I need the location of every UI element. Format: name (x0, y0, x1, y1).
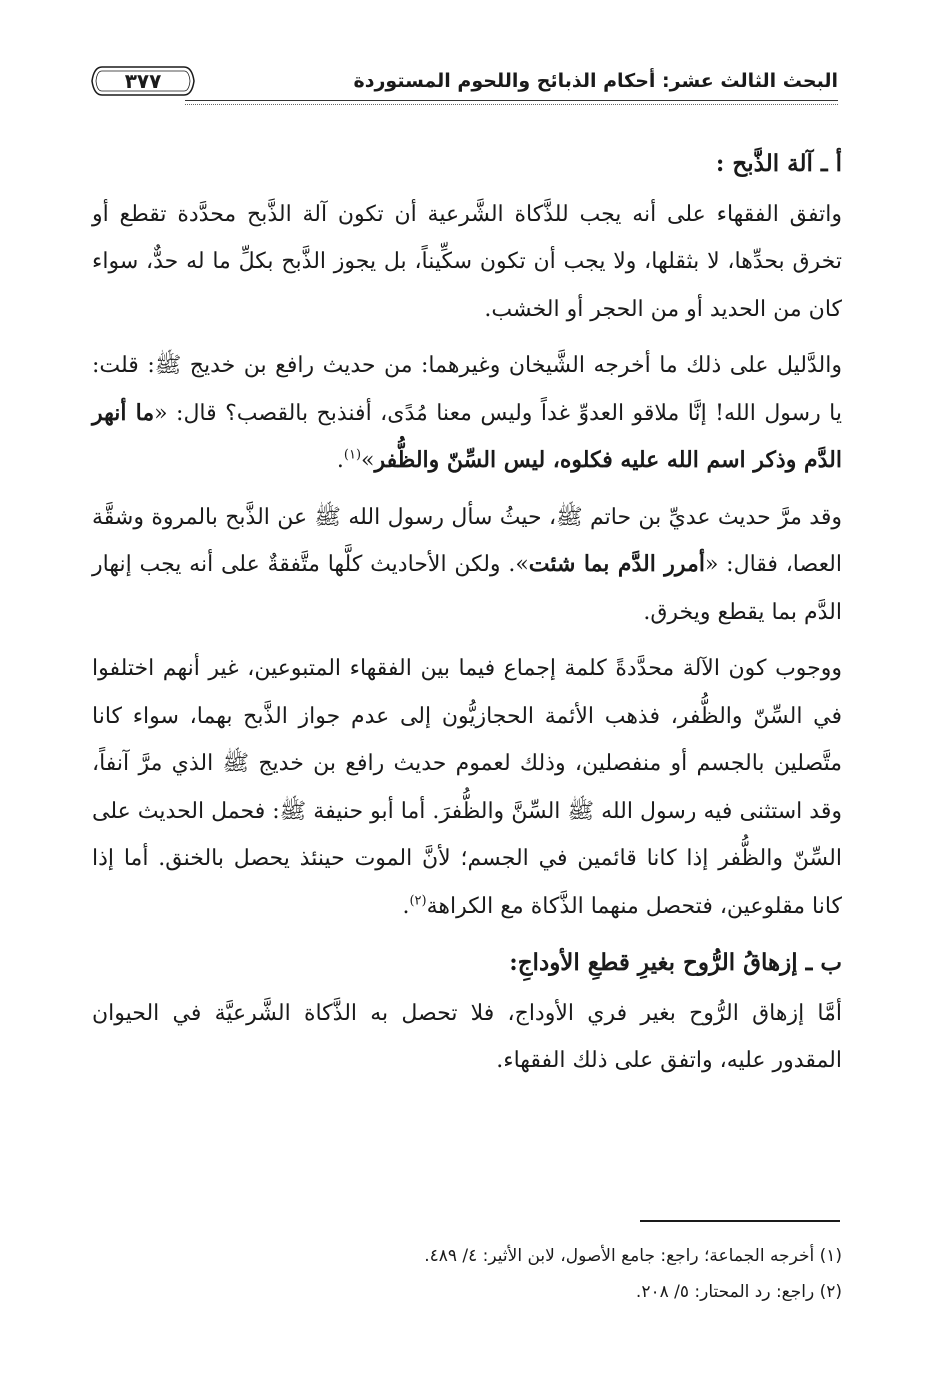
footnotes (92, 1238, 842, 1310)
page-number: ٣٧٧ (124, 69, 162, 93)
footnote-ref-2: (٢) (409, 893, 427, 909)
paragraph-1: واتفق الفقهاء على أنه يجب للذَّكاة الشَّرعية أن تكون آلة الذَّبح محدَّدة تقطع أو تخرق بحدِّها، لا بثقلها، ولا يجب أن تكون سكِّيناً، بل يجوز الذَّبح بكلِّ ما له حدٌّ، سواء كان من الحديد أو من الحجر أو الخشب. (92, 201, 842, 322)
running-title: البحث الثالث عشر: أحكام الذبائح واللحوم المستوردة (353, 70, 838, 92)
quote-close-mark: » (361, 448, 375, 473)
paragraph-3-tail: ». ولكن الأحاديث كلَّها متَّفقةٌ على أنه يجب إنهار الدَّم بما يقطع ويخرق. (92, 552, 842, 625)
section-heading-a: أ ـ آلة الذَّبح : (715, 150, 842, 177)
paragraph-4 (92, 645, 842, 930)
footnote-1: (١) أخرجه الجماعة؛ راجع: جامع الأصول، لابن الأثير: ٤/ ٤٨٩. (424, 1246, 842, 1266)
hadith-quote-2: أمرر الدَّم بما شئت (528, 551, 705, 577)
footnote-2: (٢) راجع: رد المحتار: ٥/ ٢٠٨. (635, 1282, 842, 1302)
footnote-separator (640, 1220, 840, 1222)
page-number-badge (88, 63, 198, 99)
paragraph-3 (92, 494, 842, 637)
main-text (92, 140, 842, 1094)
paragraph-4-end: . (402, 893, 410, 919)
paragraph-3-text: وقد مرَّ حديث عديِّ بن حاتم ﷺ، حيثُ سأل رسول الله ﷺ عن الذَّبح بالمروة وشقَّة العصا، فقال: « (92, 504, 843, 577)
footnote-ref-1: (١) (343, 447, 362, 463)
paragraph-2-end: . (336, 448, 344, 473)
paragraph-2 (92, 342, 842, 485)
paragraph-5: أمَّا إزهاق الرُّوح بغير فري الأوداج، فلا تحصل به الذَّكاة الشَّرعيَّة في الحيوان المقدور عليه، واتفق على ذلك الفقهاء. (92, 1000, 842, 1073)
paragraph-4-text: ووجوب كون الآلة محدَّدةً كلمة إجماع فيما بين الفقهاء المتبوعين، غير أنهم اختلفوا في السِّنّ والظُّفر، فذهب الأئمة الحجازيُّون إلى عدم جواز الذَّبح بهما، سواء كانا متَّصلين بالجسم أو منفصلين، وذلك لعموم حديث رافع بن خديج ﷺ الذي مرَّ آنفاً، وقد استثنى فيه رسول الله ﷺ السِّنَّ والظُّفرَ. أما أبو حنيفة ﷺ: فحمل الحديث على السِّنّ والظُّفر إذا كانا قائمين في الجسم؛ لأنَّ الموت حينئذ يحصل بالخنق. أما إذا كانا مقلوعين، فتحصل منهما الذَّكاة مع الكراهة (92, 656, 842, 919)
section-heading-b: ب ـ إزهاقُ الرُّوح بغيرِ قطعِ الأوداجِ: (509, 949, 842, 976)
paragraph-2-text: والدَّليل على ذلك ما أخرجه الشَّيخان وغيرهما: من حديث رافع بن خديج ﷺ: قلت: يا رسول الله! إنَّا ملاقو العدوِّ غداً وليس معنا مُدًى، أفنذبح بالقصب؟ قال: « (92, 353, 842, 426)
page-header (88, 60, 838, 102)
header-rule (185, 100, 838, 105)
hadith-quote-1: ما أنهر الدَّم وذكر اسم الله عليه فكلوه، ليس السِّنّ والظُّفر (92, 399, 842, 473)
